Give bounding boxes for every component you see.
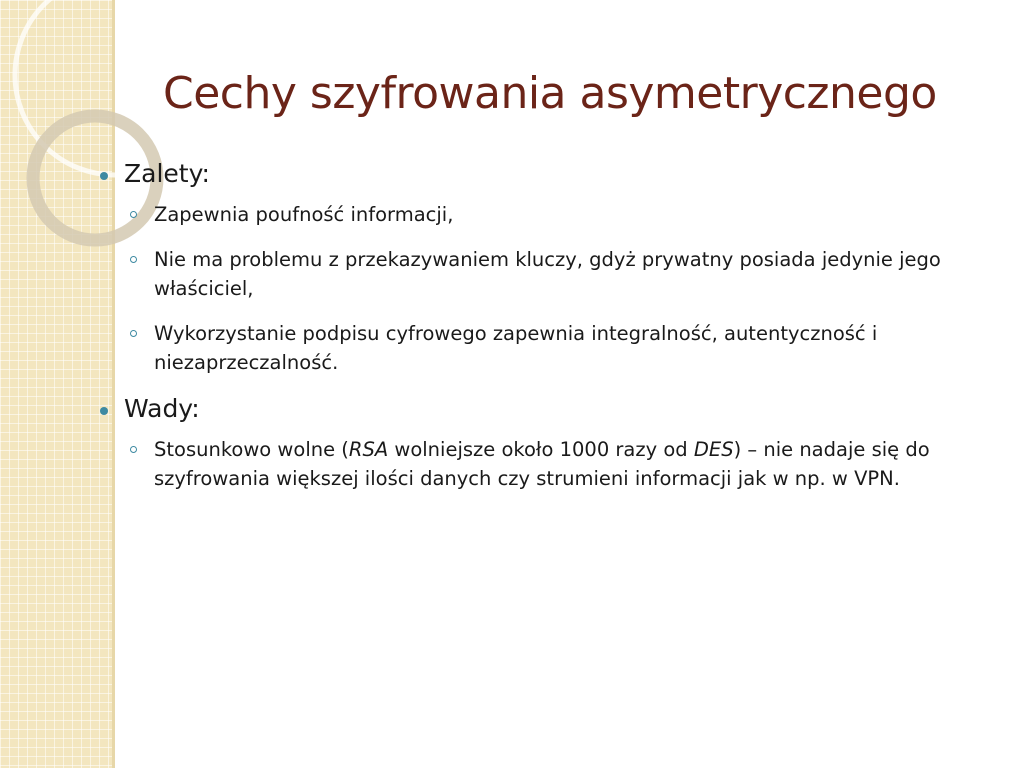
item-text: Wykorzystanie podpisu cyfrowego zapewnia integralność, autentyczność i niezaprzeczalność. <box>154 322 878 374</box>
bullet-dot-icon <box>100 407 108 415</box>
section-advantages-heading <box>96 158 996 190</box>
des-term: DES <box>693 438 734 461</box>
slide-title: Cechy szyfrowania asymetrycznego <box>163 68 937 119</box>
list-item <box>96 245 984 303</box>
rsa-term: RSA <box>348 438 389 461</box>
item-text: Zapewnia poufność informacji, <box>154 203 454 226</box>
bullet-circle-icon <box>130 330 137 337</box>
item-text-part: wolniejsze około 1000 razy od <box>388 438 694 461</box>
item-text: Nie ma problemu z przekazywaniem kluczy, gdyż prywatny posiada jedynie jego właściciel, <box>154 248 941 300</box>
item-text-part: ) – nie nadaje się do szyfrowania większej ilości danych czy strumieni informacji jak w np. w VPN. <box>154 438 930 490</box>
bullet-circle-icon <box>130 446 137 453</box>
heading-text: Zalety: <box>124 159 210 188</box>
bullet-dot-icon <box>100 172 108 180</box>
bullet-circle-icon <box>130 256 137 263</box>
list-item <box>96 435 984 493</box>
section-disadvantages-heading <box>96 393 996 425</box>
item-text-part: Stosunkowo wolne ( <box>154 438 349 461</box>
list-item <box>96 319 984 377</box>
list-item <box>96 200 984 229</box>
slide-content <box>96 158 996 509</box>
heading-text: Wady: <box>124 394 200 423</box>
item-text <box>154 438 930 490</box>
bullet-circle-icon <box>130 211 137 218</box>
